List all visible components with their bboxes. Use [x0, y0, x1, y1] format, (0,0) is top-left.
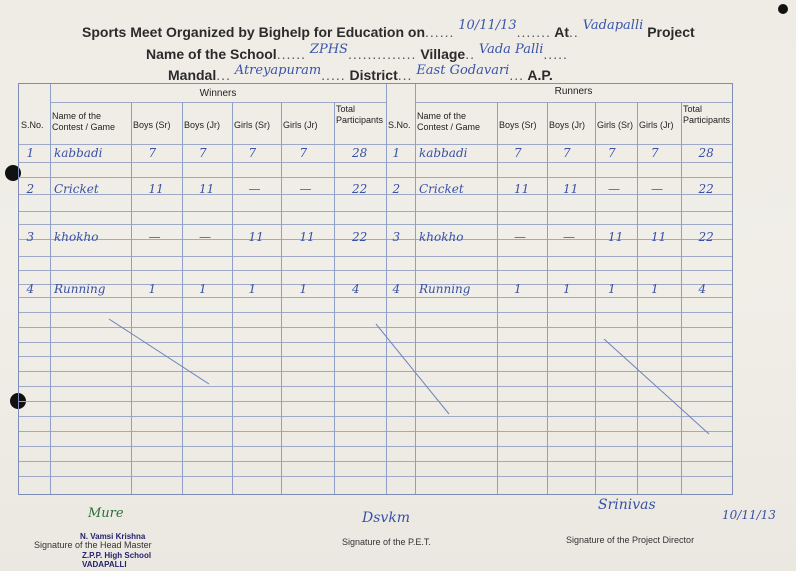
- column-header: S.No.: [21, 120, 44, 130]
- strike-line: [376, 324, 449, 414]
- winners-cell-gs: 11: [248, 230, 264, 244]
- runners-cell-bj: 1: [563, 282, 571, 296]
- header-title: Sports Meet Organized by Bighelp for Education on: [82, 24, 426, 40]
- runners-cell-total: 22: [698, 182, 714, 196]
- runners-cell-bs: 7: [514, 146, 522, 160]
- runners-cell-bs: 11: [514, 182, 530, 196]
- winners-cell-bj: 1: [199, 282, 207, 296]
- column-header: Boys (Sr): [499, 120, 537, 130]
- column-header: Girls (Sr): [597, 120, 633, 130]
- runners-cell-gj: —: [651, 182, 663, 196]
- project-label: Project: [647, 24, 695, 40]
- header-line-1: Sports Meet Organized by Bighelp for Education on...... 10/11/13....... At.. Vadapalli Project: [82, 18, 695, 40]
- runners-cell-gj: 11: [651, 230, 667, 244]
- winners-cell-bs: 11: [148, 182, 164, 196]
- winners-cell-total: 28: [352, 146, 368, 160]
- winners-cell-sno: 3: [26, 230, 35, 244]
- runners-cell-bj: 11: [563, 182, 579, 196]
- runners-cell-gs: 7: [608, 146, 616, 160]
- winners-cell-bs: 1: [148, 282, 157, 296]
- winners-cell-gj: 1: [299, 282, 308, 296]
- winners-title: Winners: [199, 88, 237, 99]
- participation-table: [18, 83, 733, 495]
- hm-stamp-lower: [82, 551, 151, 569]
- winners-cell-bj: 7: [199, 146, 207, 160]
- winners-cell-total: 22: [352, 182, 368, 196]
- winners-cell-gs: —: [248, 182, 261, 196]
- runners-cell-gj: 1: [651, 282, 659, 296]
- winners-cell-game: Running: [54, 282, 106, 296]
- winners-cell-bj: 11: [199, 182, 215, 196]
- state-value: A.P.: [527, 67, 553, 83]
- stamp-place: VADAPALLI: [82, 560, 127, 569]
- winners-cell-gs: 7: [248, 146, 257, 160]
- mandal-value: Atreyapuram: [234, 63, 322, 78]
- column-header: Boys (Jr): [184, 120, 220, 130]
- strike-line: [604, 339, 709, 434]
- winners-cell-gj: 11: [299, 230, 315, 244]
- column-header: S.No.: [388, 120, 411, 130]
- header-line-3: Mandal... Atreyapuram..... District... East Godavari... A.P.: [168, 63, 553, 83]
- header-line-2: Name of the School...... ZPHS.............. Village.. Vada Palli.....: [146, 42, 568, 62]
- runners-cell-gs: 11: [608, 230, 624, 244]
- stamp-school: Z.P.P. High School: [82, 551, 152, 560]
- director-signature-label: Signature of the Project Director: [566, 535, 695, 545]
- district-label: District: [349, 67, 398, 83]
- stamp-name: N. Vamsi Krishna: [80, 532, 146, 541]
- winners-cell-sno: 4: [26, 282, 35, 296]
- runners-cell-game: Cricket: [419, 182, 464, 196]
- column-header: Total Participants: [683, 104, 731, 125]
- runners-cell-total: 4: [698, 282, 707, 296]
- strike-line: [109, 319, 209, 384]
- column-header: Name of the Contest / Game: [52, 111, 116, 132]
- runners-title: Runners: [554, 86, 593, 97]
- winners-cell-gj: 7: [299, 146, 308, 160]
- runners-cell-total: 28: [698, 146, 714, 160]
- header-date: 10/11/13: [458, 18, 517, 33]
- runners-cell-sno: 3: [392, 230, 401, 244]
- director-date: 10/11/13: [722, 508, 776, 522]
- winners-cell-sno: 2: [26, 182, 35, 196]
- district-value: East Godavari: [416, 63, 510, 78]
- runners-cell-total: 22: [698, 230, 714, 244]
- column-header: Girls (Jr): [283, 120, 318, 130]
- runners-cell-gs: 1: [608, 282, 616, 296]
- pet-handwritten-signature: Dsvkm: [362, 510, 411, 526]
- column-header: Total Participants: [336, 104, 384, 125]
- mandal-label: Mandal: [168, 67, 217, 83]
- director-handwritten-signature: Srinivas: [598, 497, 656, 513]
- village-value: Vada Palli: [478, 42, 544, 57]
- runners-cell-gj: 7: [651, 146, 659, 160]
- runners-cell-sno: 4: [392, 282, 401, 296]
- at-label: At: [554, 24, 570, 40]
- winners-cell-game: Cricket: [54, 182, 99, 196]
- village-label: Village: [420, 46, 466, 62]
- column-header: Boys (Jr): [549, 120, 585, 130]
- column-header: Girls (Jr): [639, 120, 674, 130]
- runners-cell-bj: —: [563, 230, 575, 244]
- runners-cell-sno: 1: [392, 146, 401, 160]
- school-label: Name of the School: [146, 46, 277, 62]
- column-header: Girls (Sr): [234, 120, 270, 130]
- pet-signature-label: Signature of the P.E.T.: [342, 537, 431, 547]
- runners-cell-bs: —: [514, 230, 526, 244]
- runners-cell-game: Running: [419, 282, 471, 296]
- winners-cell-total: 22: [352, 230, 368, 244]
- column-header: Boys (Sr): [133, 120, 171, 130]
- strike-through-marks: [19, 84, 732, 494]
- runners-cell-bs: 1: [514, 282, 522, 296]
- runners-cell-game: khokho: [419, 230, 464, 244]
- runners-cell-game: kabbadi: [419, 146, 468, 160]
- school-value: ZPHS: [309, 42, 348, 57]
- hm-signature-label: Signature of the Head Master: [34, 540, 152, 550]
- header-place: Vadapalli: [582, 18, 644, 33]
- winners-cell-sno: 1: [26, 146, 35, 160]
- punch-hole-corner: [778, 4, 788, 14]
- winners-cell-total: 4: [352, 282, 360, 296]
- winners-cell-bs: 7: [148, 146, 157, 160]
- winners-cell-bj: —: [199, 230, 211, 244]
- column-header: Name of the Contest / Game: [417, 111, 481, 132]
- winners-cell-game: kabbadi: [54, 146, 103, 160]
- winners-cell-gs: 1: [248, 282, 257, 296]
- runners-cell-bj: 7: [563, 146, 571, 160]
- runners-cell-sno: 2: [392, 182, 401, 196]
- winners-cell-game: khokho: [54, 230, 99, 244]
- hm-handwritten-signature: Mure: [88, 506, 124, 521]
- winners-cell-bs: —: [148, 230, 161, 244]
- winners-cell-gj: —: [299, 182, 312, 196]
- runners-cell-gs: —: [608, 182, 620, 196]
